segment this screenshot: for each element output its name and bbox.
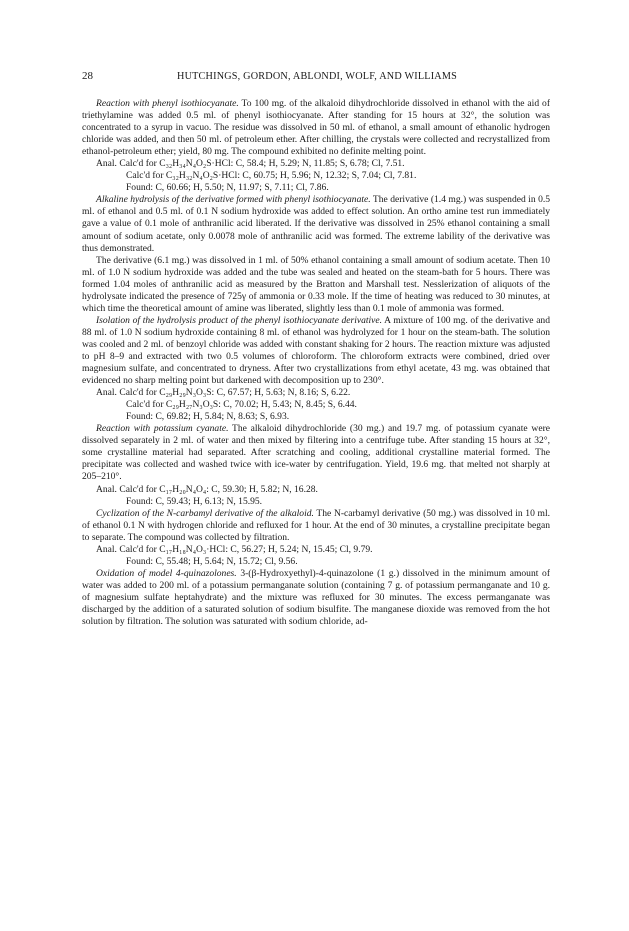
paragraph bbox=[82, 508, 550, 544]
page-number: 28 bbox=[82, 70, 93, 82]
found-line: Found: C, 59.43; H, 6.13; N, 15.95. bbox=[126, 495, 263, 507]
analysis-line: Anal. Calc'd for C₁₇H₁₈N₄O₃·HCl: C, 56.27; H, 5.24; N, 15.45; Cl, 9.79. bbox=[96, 543, 373, 555]
analysis-line: Anal. Calc'd for C₁₇H₂₀N₄O₄: C, 59.30; H, 5.82; N, 16.28. bbox=[96, 483, 318, 495]
paragraph bbox=[82, 98, 550, 158]
running-head: HUTCHINGS, GORDON, ABLONDI, WOLF, AND WILLIAMS bbox=[177, 71, 457, 82]
paragraph-text: The alkaloid dihydrochloride (30 mg.) and 19.7 mg. of potassium cyanate were dissolved separately in 2 ml. of water and then mixed by filtering into a centrifuge tube. After standing 15 hours at 32°, some crystalline material had separated. After scratching and cooling, additional crystalline material formed. The precipitate was collected and washed twice with ice-water by centrifugation. Yield, 19.6 mg. that melted not sharply at 205–210°. bbox=[82, 423, 550, 483]
paragraph-text: A mixture of 100 mg. of the derivative and 88 ml. of 1.0 N sodium hydroxide containing 8 ml. of ethanol was hydrolyzed for 1 hour on the steam-bath. The solution was cooled and 2 ml. of benzoyl chloride was added with constant shaking for 2 hours. The reaction mixture was adjusted to pH 8–9 and extracted with two 0.5 volumes of chloroform. The chloroform extracts were combined, dried over magnesium sulfate, and concentrated to dryness. After two crystallizations from ethyl acetate, 43 mg. was obtained that evidenced no sharp melting point but darkened with decomposition up to 230°. bbox=[82, 314, 550, 387]
paragraph bbox=[82, 423, 550, 483]
paragraph-text: 3-(β-Hydroxyethyl)-4-quinazolone (1 g.) dissolved in the minimum amount of water was added to 200 ml. of a potassium permanganate solution (containing 7 g. of potassium permanganate and 10 g. of magnesium sulfate heptahydrate) and the mixture was refluxed for 30 minutes. The excess permanganate was discharged by the addition of a saturated solution of sodium bisulfite. The manganese dioxide was removed from the hot solution by filtration. The solution was saturated with sodium chloride, ad- bbox=[82, 567, 550, 628]
run-in-heading: Alkaline hydrolysis of the derivative formed with phenyl isothiocyanate. bbox=[96, 194, 371, 206]
run-in-heading: Reaction with potassium cyanate. bbox=[96, 423, 229, 435]
paragraph-text: The derivative (1.4 mg.) was suspended in 0.5 ml. of ethanol and 0.5 ml. of 0.1 N sodium hydroxide was added to effect solution. An ortho amine test run immediately gave a value of 0.1 mole of anthranilic acid liberated. If the derivative was dissolved in 25% ethanol containing a small amount of sodium acetate, only 0.0078 mole of anthranilic acid was formed. The extreme lability of the derivative was thus demonstrated. bbox=[82, 194, 550, 254]
paragraph bbox=[82, 315, 550, 387]
found-line: Found: C, 55.48; H, 5.64; N, 15.72; Cl, 9.56. bbox=[126, 555, 298, 567]
run-in-heading: Cyclization of the N-carbamyl derivative of the alkaloid. bbox=[96, 507, 314, 519]
paragraph bbox=[82, 255, 550, 315]
run-in-heading: Isolation of the hydrolysis product of the phenyl isothiocyanate derivative. bbox=[96, 314, 383, 326]
analysis-line: Calc'd for C₂₉H₂₇N₃O₃S: C, 70.02; H, 5.43; N, 8.45; S, 6.44. bbox=[126, 399, 357, 411]
paragraph bbox=[82, 194, 550, 254]
found-line: Found: C, 69.82; H, 5.84; N, 8.63; S, 6.93. bbox=[126, 411, 290, 423]
paragraph-text: The derivative (6.1 mg.) was dissolved in 1 ml. of 50% ethanol containing a small amount of sodium acetate. Then 10 ml. of 1.0 N sodium hydroxide was added and the tube was sealed and heated on the steam-bath for 5 hours. There was formed 1.04 moles of anthranilic acid as measured by the Bratton and Marshall test. Nesslerization of aliquots of the hydrolysate indicated the presence of 725γ of ammonia or 0.33 mole. If the time of heating was reduced to 30 minutes, at which time the theoretical amount of amine was liberated, slightly less than 0.1 mole of ammonia was formed. bbox=[82, 254, 550, 314]
paragraph-text: The N-carbamyl derivative (50 mg.) was dissolved in 10 ml. of ethanol 0.1 N with hydrogen chloride and refluxed for 1 hour. At the end of 30 minutes, a crystalline precipitate began to separate. The compound was collected by filtration. bbox=[82, 507, 550, 543]
run-in-heading: Reaction with phenyl isothiocyanate. bbox=[96, 98, 239, 109]
analysis-line: Calc'd for C₃₂H₃₂N₄O₂S·HCl: C, 60.75; H, 5.96; N, 12.32; S, 7.04; Cl, 7.81. bbox=[126, 170, 417, 182]
analysis-line: Anal. Calc'd for C₂₉H₂₉N₃O₃S: C, 67.57; H, 5.63; N, 8.16; S, 6.22. bbox=[96, 387, 351, 399]
page-header bbox=[82, 70, 552, 86]
run-in-heading: Oxidation of model 4-quinazolones. bbox=[96, 567, 237, 579]
article-body bbox=[82, 98, 550, 628]
analysis-line: Anal. Calc'd for C₃₂H₃₄N₄O₂S·HCl: C, 58.4; H, 5.29; N, 11.85; S, 6.78; Cl, 7.51. bbox=[96, 158, 405, 170]
paragraph bbox=[82, 568, 550, 628]
found-line: Found: C, 60.66; H, 5.50; N, 11.97; S, 7.11; Cl, 7.86. bbox=[126, 182, 329, 194]
paragraph-text: To 100 mg. of the alkaloid dihydrochloride dissolved in ethanol with the aid of triethylamine was added 0.5 ml. of phenyl isothiocyanate. After standing for 15 hours at 32°, the solution was concentrated to a syrup in vacuo. The residue was dissolved in 50 ml. of ethanol, a small amount of ethanolic hydrogen chloride was added, and then 50 ml. of petroleum ether. After chilling, the crystals were collected and recrystallized from ethanol-petroleum ether; yield, 80 mg. The compound exhibited no definite melting point. bbox=[82, 98, 550, 158]
